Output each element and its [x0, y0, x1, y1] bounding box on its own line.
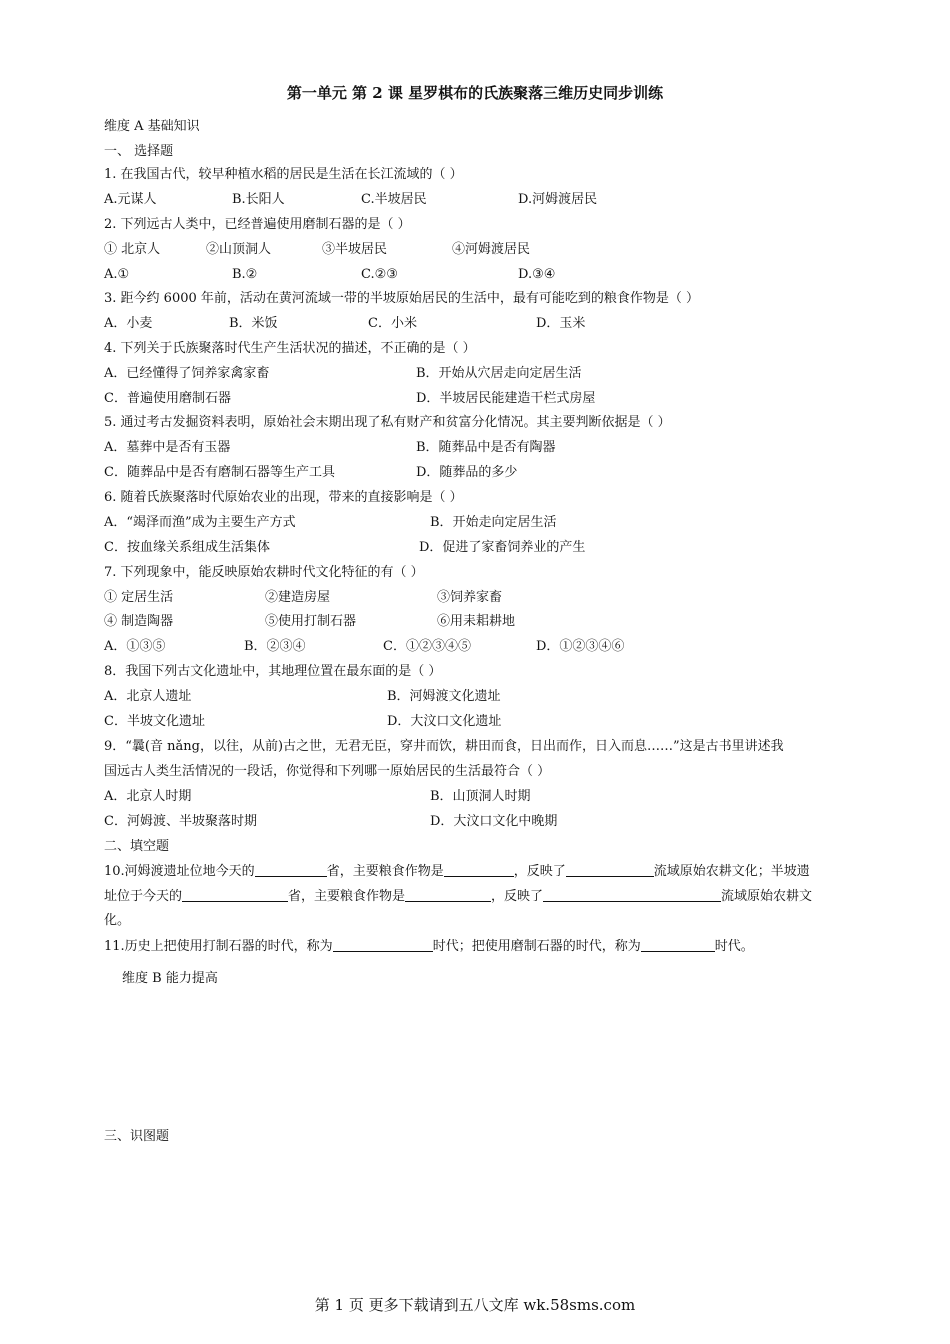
q8-option-a: A．北京人遗址 — [104, 689, 192, 704]
q10-blank-2[interactable] — [444, 862, 514, 877]
q3-option-a: A．小麦 — [104, 316, 153, 331]
part3-heading: 三、识图题 — [104, 1129, 170, 1144]
q1-option-b: B.长阳人 — [232, 192, 285, 207]
q7-item-4: ④ 制造陶器 — [104, 614, 174, 629]
q2-item-3: ③半坡居民 — [322, 242, 388, 257]
q1-option-d: D.河姆渡居民 — [518, 192, 598, 207]
q2-option-d: D.③④ — [518, 267, 556, 282]
q2-option-c: C.②③ — [361, 267, 398, 282]
q3-stem: 3. 距今约 6000 年前，活动在黄河流域一带的半坡原始居民的生活中，最有可能吃到的粮食作物是（ ） — [104, 291, 700, 306]
q11-text-c: 时代。 — [714, 939, 754, 954]
q10-line2 — [104, 887, 812, 906]
q2-option-a: A.① — [104, 267, 130, 282]
q2-option-b: B.② — [232, 267, 258, 282]
q5-option-d: D．随葬品的多少 — [416, 465, 518, 480]
q4-option-b: B．开始从穴居走向定居生活 — [416, 366, 582, 381]
section-b-heading: 维度 B 能力提高 — [122, 971, 218, 986]
q11-text-a: 11.历史上把使用打制石器的时代，称为 — [104, 939, 333, 954]
q1-stem: 1. 在我国古代，较早种植水稻的居民是生活在长江流域的（ ） — [104, 167, 463, 182]
q10-text-b: 省，主要粮食作物是 — [326, 864, 444, 879]
q4-option-d: D．半坡居民能建造干栏式房屋 — [416, 391, 596, 406]
q10-line3: 化。 — [104, 913, 131, 928]
q3-option-d: D．玉米 — [536, 316, 586, 331]
q10-blank-4[interactable] — [182, 887, 288, 902]
q7-item-1: ① 定居生活 — [104, 590, 174, 605]
q9-option-d: D．大汶口文化中晚期 — [430, 814, 558, 829]
q4-stem: 4. 下列关于氏族聚落时代生产生活状况的描述，不正确的是（ ） — [104, 341, 476, 356]
q1-option-c: C.半坡居民 — [361, 192, 427, 207]
q10-text-a: 10.河姆渡遗址位地今天的 — [104, 864, 255, 879]
q7-option-a: A．①③⑤ — [104, 639, 166, 654]
q2-stem: 2. 下列远古人类中，已经普遍使用磨制石器的是（ ） — [104, 217, 411, 232]
q5-option-a: A．墓葬中是否有玉器 — [104, 440, 231, 455]
q4-option-a: A．已经懂得了饲养家禽家畜 — [104, 366, 270, 381]
q9-option-b: B．山顶洞人时期 — [430, 789, 531, 804]
q8-option-b: B．河姆渡文化遗址 — [387, 689, 501, 704]
q11-blank-1[interactable] — [333, 937, 433, 952]
q6-option-c: C．按血缘关系组成生活集体 — [104, 540, 270, 555]
q10-line1 — [104, 862, 810, 881]
q10-text-d: 流域原始农耕文化；半坡遗 — [653, 864, 810, 879]
q1-option-a: A.元谋人 — [104, 192, 157, 207]
q3-option-b: B．米饭 — [229, 316, 278, 331]
q3-option-c: C．小米 — [368, 316, 417, 331]
q10-text-c: ，反映了 — [513, 864, 566, 879]
q8-option-c: C．半坡文化遗址 — [104, 714, 205, 729]
q6-option-b: B．开始走向定居生活 — [430, 515, 557, 530]
q7-item-5: ⑤使用打制石器 — [265, 614, 357, 629]
q10-blank-3[interactable] — [566, 862, 654, 877]
q10-text-f: 省，主要粮食作物是 — [288, 889, 406, 904]
q9-option-a: A．北京人时期 — [104, 789, 192, 804]
q5-stem: 5. 通过考古发掘资料表明，原始社会末期出现了私有财产和贫富分化情况。其主要判断依据是（ ） — [104, 415, 671, 430]
q6-stem: 6. 随着氏族聚落时代原始农业的出现，带来的直接影响是（ ） — [104, 490, 463, 505]
q6-option-d: D．促进了家畜饲养业的产生 — [419, 540, 586, 555]
q10-blank-5[interactable] — [405, 887, 491, 902]
q7-option-b: B．②③④ — [244, 639, 306, 654]
q7-item-6: ⑥用耒耜耕地 — [437, 614, 516, 629]
page-footer: 第 1 页 更多下载请到五八文库 wk.58sms.com — [314, 1296, 636, 1314]
q10-blank-6[interactable] — [543, 887, 721, 902]
q7-stem: 7. 下列现象中，能反映原始农耕时代文化特征的有（ ） — [104, 565, 424, 580]
q2-item-2: ②山顶洞人 — [206, 242, 272, 257]
q8-stem: 8．我国下列古文化遗址中，其地理位置在最东面的是（ ） — [104, 664, 442, 679]
q11-text-b: 时代；把使用磨制石器的时代，称为 — [432, 939, 641, 954]
q10-text-e: 址位于今天的 — [104, 889, 183, 904]
q9-stem-line2: 国远古人类生活情况的一段话，你觉得和下列哪一原始居民的生活最符合（ ） — [104, 764, 551, 779]
part1-heading: 一、 选择题 — [104, 144, 174, 159]
q6-option-a: A．“竭泽而渔”成为主要生产方式 — [104, 515, 296, 530]
document-title: 第一单元 第 2 课 星罗棋布的氏族聚落三维历史同步训练 — [286, 84, 664, 102]
q7-item-3: ③饲养家畜 — [437, 590, 503, 605]
part2-heading: 二、填空题 — [104, 839, 170, 854]
q7-option-c: C．①②③④⑤ — [383, 639, 471, 654]
q9-option-c: C．河姆渡、半坡聚落时期 — [104, 814, 257, 829]
q5-option-c: C．随葬品中是否有磨制石器等生产工具 — [104, 465, 335, 480]
q8-option-d: D．大汶口文化遗址 — [387, 714, 502, 729]
q9-stem-line1: 9．“曩(音 nǎng，以往，从前)古之世，无君无臣，穿井而饮，耕田而食，日出而作，日入而息……”这是古书里讲述我 — [104, 739, 784, 754]
q5-option-b: B．随葬品中是否有陶器 — [416, 440, 556, 455]
q2-item-1: ① 北京人 — [104, 242, 161, 257]
q7-item-2: ②建造房屋 — [265, 590, 331, 605]
q11-blank-2[interactable] — [641, 937, 715, 952]
q2-item-4: ④河姆渡居民 — [452, 242, 531, 257]
q4-option-c: C．普遍使用磨制石器 — [104, 391, 231, 406]
q7-option-d: D．①②③④⑥ — [536, 639, 625, 654]
q10-text-h: 流域原始农耕文 — [721, 889, 813, 904]
q10-blank-1[interactable] — [255, 862, 327, 877]
section-a-heading: 维度 A 基础知识 — [104, 119, 200, 134]
q11-line — [104, 937, 754, 956]
q10-text-g: ，反映了 — [491, 889, 544, 904]
